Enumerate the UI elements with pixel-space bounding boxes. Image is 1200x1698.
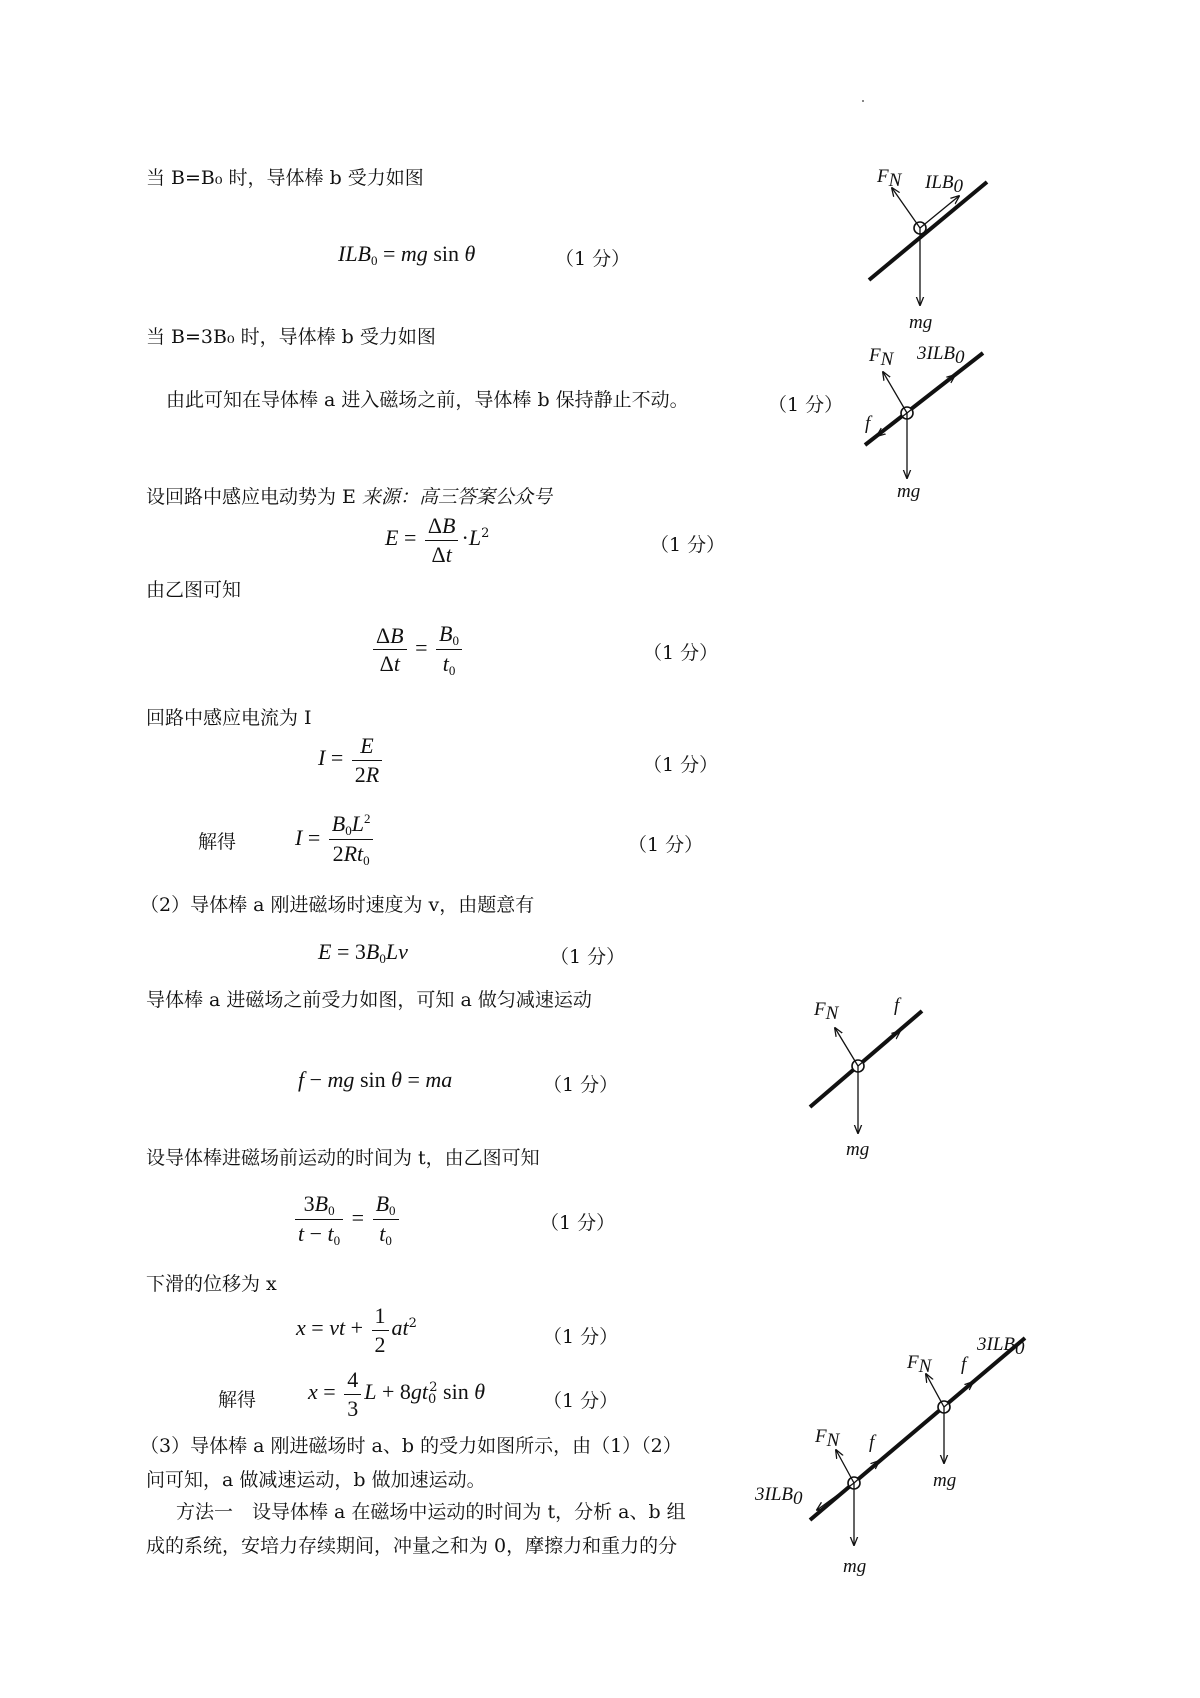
line-4-text: 设回路中感应电动势为 E [146,486,356,508]
line-1: 当 B=B₀ 时，导体棒 b 受力如图 [146,167,424,189]
speck [862,100,864,102]
score-7: （1 分） [550,946,626,968]
fig3-mg-label: mg [846,1139,870,1160]
fig1-mg-label: mg [909,312,933,333]
line-13: （3）导体棒 a 刚进磁场时 a、b 的受力如图所示，由（1）（2） [140,1435,682,1457]
line-5: 由乙图可知 [146,579,242,601]
force-diagram-4 [755,1320,1055,1580]
score-5: （1 分） [643,754,719,776]
line-4 [146,485,552,510]
force-diagram-2 [855,345,1035,505]
score-1: （1 分） [555,248,631,270]
score-11: （1 分） [543,1390,619,1412]
equation-newton: f − mg sin θ = ma [298,1067,453,1092]
fig4-b-fn-label: FN [907,1352,932,1377]
fig4-b-mg-label: mg [933,1470,957,1491]
score-10: （1 分） [543,1326,619,1348]
fig4-a-mg-label: mg [843,1556,867,1577]
equation-current: I = $\frac{E}{2R}$ [318,732,385,788]
equation-displacement: x = vt + $\frac{1}{2}$ $at^2$ [296,1303,417,1357]
force-diagram-1 [855,160,1035,340]
fig2-mg-label: mg [897,481,921,502]
score-9: （1 分） [540,1212,616,1234]
fig4-b-3ilb-label: 3ILB0 [977,1334,1025,1359]
line-3: 由此可知在导体棒 a 进入磁场之前，导体棒 b 保持静止不动。 [166,389,689,411]
line-11: 下滑的位移为 x [146,1273,277,1295]
fig4-a-3ilb-label: 3ILB0 [755,1484,803,1509]
score-8: （1 分） [543,1074,619,1096]
fig2-f-label: f [865,413,871,434]
line-15: 方法一 设导体棒 a 在磁场中运动的时间为 t，分析 a、b 组 [176,1501,686,1523]
line-9: 导体棒 a 进磁场之前受力如图，可知 a 做匀减速运动 [146,989,592,1011]
fig2-3ilb-label: 3ILB0 [917,343,965,368]
line-14: 问可知，a 做减速运动，b 做加速运动。 [146,1469,486,1491]
score-4: （1 分） [643,642,719,664]
score-2: （1 分） [768,394,844,416]
fig4-a-f-label: f [869,1432,875,1453]
equation-ilb0: $ILB_0$ = mg sin θ [338,241,476,268]
line-7: 解得 [198,831,237,853]
equation-current-result: I = $\frac{B_0L^2}{2Rt_0}$ [295,810,376,870]
fig1-fn-label: FN [877,166,902,191]
score-6: （1 分） [628,834,704,856]
score-3: （1 分） [650,534,726,556]
equation-rate: $\frac{\Delta B}{\Delta t}$ = $\frac{B_0}{t_0}$ [370,620,465,680]
equation-emf: E = $\frac{\Delta B}{\Delta t}$ $\cdot L^2$ [385,513,490,567]
fig4-b-f-label: f [961,1354,967,1375]
fig2-fn-label: FN [869,345,894,370]
fig3-fn-label: FN [814,999,839,1024]
fig4-a-fn-label: FN [815,1426,840,1451]
line-12: 解得 [218,1389,257,1411]
fig3-f-label: f [894,995,900,1016]
line-2: 当 B=3B₀ 时，导体棒 b 受力如图 [146,326,436,348]
fig1-ilb-label: ILB0 [925,172,963,197]
force-diagram-3 [800,995,960,1165]
line-4-source: 来源：高三答案公众号 [361,486,552,508]
line-8: （2）导体棒 a 刚进磁场时速度为 v，由题意有 [140,894,535,916]
equation-time: $\frac{3B_0}{t - t_0}$ = $\frac{B_0}{t_0}$ [292,1190,402,1250]
equation-displacement-result: x = $\frac{4}{3}$ $L + 8gt_0^2$ sin θ [308,1367,486,1421]
line-6: 回路中感应电流为 I [146,707,312,729]
line-16: 成的系统，安培力存续期间，冲量之和为 0，摩擦力和重力的分 [146,1535,678,1557]
equation-emf-motion: $E = 3B_0Lv$ [318,939,408,966]
line-10: 设导体棒进磁场前运动的时间为 t，由乙图可知 [146,1147,540,1169]
